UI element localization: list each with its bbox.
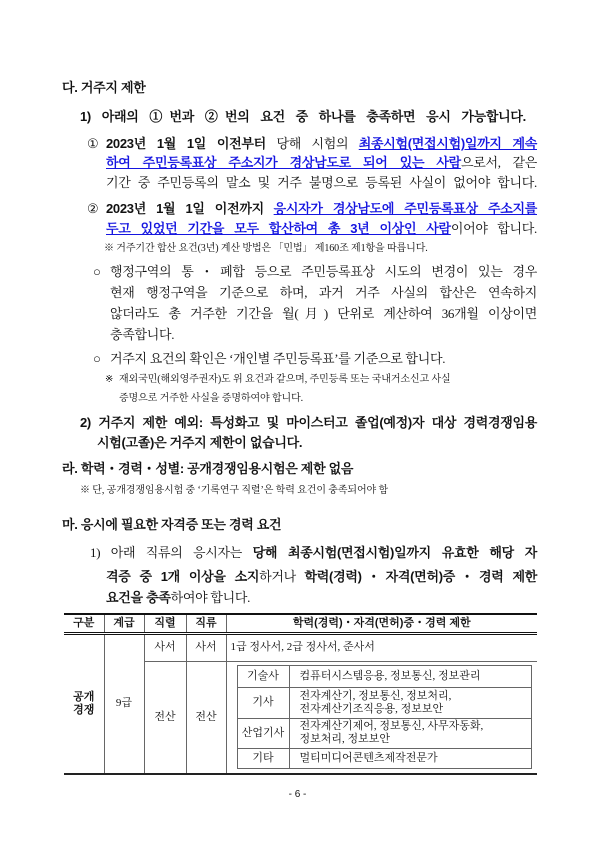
bullet-verify-marker: ○ bbox=[93, 351, 101, 366]
rule-1-title: 1) 아래의 ①번과 ②번의 요건 중 하나를 충족하면 응시 가능합니다. bbox=[80, 109, 526, 124]
license-rule-line-2 bbox=[106, 568, 537, 586]
certificate-line: 컴퓨터시스템응용, 정보통신, 정보관리 bbox=[299, 669, 481, 682]
note-education: ※ 단, 공개경쟁임용시험 중 ‘기록연구 직렬’은 학력 요건이 충족되어야 함 bbox=[80, 485, 389, 496]
requirement-cell: 1급 정사서, 2급 정사서, 준사서 bbox=[226, 633, 537, 661]
series-cell: 사서 bbox=[144, 633, 186, 661]
certificate-list bbox=[289, 665, 531, 687]
condition-1-highlight: 최종시험(면접시험)일까지 계속 bbox=[358, 136, 537, 151]
note-overseas-line-2: 증명으로 거주한 사실을 증명하여야 합니다. bbox=[119, 393, 304, 404]
certificate-row bbox=[237, 665, 531, 687]
license-rule-intro: 1) 아래 직류의 응시자는 bbox=[90, 545, 243, 560]
note-overseas-marker: ※ bbox=[105, 374, 114, 385]
certificate-list bbox=[289, 748, 531, 768]
condition-1-line-1 bbox=[106, 135, 537, 153]
class-cell: 사서 bbox=[186, 633, 226, 661]
certificate-line: 전자계산기, 정보통신, 정보처리, bbox=[299, 689, 452, 702]
condition-2-date: 2023년 1월 1일 이전까지 bbox=[106, 201, 264, 216]
certificate-table bbox=[237, 665, 532, 769]
header-series: 직렬 bbox=[144, 614, 186, 633]
category-line-1: 공개 bbox=[73, 690, 95, 703]
certificate-list bbox=[289, 718, 531, 748]
condition-2-highlight: 응시자가 경상남도에 주민등록표상 주소지를 bbox=[273, 201, 537, 216]
certificate-row bbox=[237, 687, 531, 718]
condition-2-highlight-cont: 두고 있었던 기간을 모두 합산하여 총 3년 이상인 사람 bbox=[106, 221, 451, 236]
header-class: 직류 bbox=[186, 614, 226, 633]
bullet-admin-marker: ○ bbox=[93, 264, 101, 279]
certificate-row bbox=[237, 748, 531, 768]
certificate-level: 기술사 bbox=[237, 665, 289, 687]
bullet-admin-line-2: 현재 행정구역을 기준으로 하며, 과거 거주 사실의 합산은 연속하지 bbox=[110, 285, 537, 300]
license-rule-bold-1: 당해 최종시험(면접시험)일까지 유효한 해당 자 bbox=[252, 545, 537, 560]
certificate-level: 기사 bbox=[237, 687, 289, 718]
bullet-verify-text: 거주지 요건의 확인은 ‘개인별 주민등록표’를 기준으로 합니다. bbox=[110, 351, 446, 366]
category-line-2: 경쟁 bbox=[73, 703, 95, 716]
grade-cell: 9급 bbox=[104, 633, 144, 774]
class-cell: 전산 bbox=[186, 661, 226, 774]
license-rule-bold-2: 격증 중 1개 이상을 소지 bbox=[106, 569, 260, 584]
note-overseas-line-1: 재외국민(해외영주권자)도 위 요건과 같으며, 주민등록 또는 국내거소신고 사실 bbox=[119, 374, 451, 385]
section-heading-license: 마. 응시에 필요한 자격증 또는 경력 요건 bbox=[62, 517, 282, 532]
certificate-line: 전자계산기조직응용, 정보보안 bbox=[299, 702, 444, 715]
condition-2-line-2 bbox=[106, 220, 537, 238]
certificate-cell bbox=[226, 661, 537, 774]
page-number: - 6 - bbox=[288, 789, 307, 800]
condition-1-line-3 bbox=[106, 174, 537, 192]
certificate-list bbox=[289, 687, 531, 718]
section-heading-education: 라. 학력・경력・성별: 공개경쟁임용시험은 제한 없음 bbox=[62, 461, 354, 476]
header-grade: 계급 bbox=[104, 614, 144, 633]
certificate-level: 기타 bbox=[237, 748, 289, 768]
condition-1-text-end: 기간 중 주민등록의 말소 및 거주 불명으로 등록된 사실이 없어야 합니다. bbox=[106, 175, 537, 190]
rule-2-line-2: 시험(고졸)은 거주지 제한이 없습니다. bbox=[97, 435, 303, 450]
certificate-level: 산업기사 bbox=[237, 718, 289, 748]
certificate-line: 멀티미디어콘텐츠제작전문가 bbox=[299, 751, 438, 764]
condition-1-line-2 bbox=[106, 154, 537, 172]
condition-1-highlight-cont: 하여 주민등록표상 주소지가 경상남도로 되어 있는 사람 bbox=[106, 155, 461, 170]
license-rule-line-3 bbox=[106, 589, 250, 607]
rule-2-line-1: 2) 거주지 제한 예외: 특성화고 및 마이스터고 졸업(예정)자 대상 경력경쟁임용 bbox=[80, 415, 537, 430]
bullet-admin-line-3: 않더라도 총 거주한 기간을 월(月) 단위로 계산하여 36개월 이상이면 bbox=[110, 306, 537, 321]
bullet-admin-line-1: 행정구역의 통・폐합 등으로 주민등록표상 시도의 변경이 있는 경우 bbox=[110, 264, 537, 279]
category-cell bbox=[64, 633, 104, 774]
license-rule-line-1 bbox=[90, 544, 537, 562]
certificate-wrapper bbox=[227, 662, 538, 773]
table-header-row bbox=[64, 614, 537, 633]
condition-2-marker: ② bbox=[87, 201, 99, 216]
header-requirement: 학력(경력)・자격(면허)증・경력 제한 bbox=[226, 614, 537, 633]
series-cell: 전산 bbox=[144, 661, 186, 774]
license-rule-or: 하거나 bbox=[259, 569, 296, 584]
condition-1-text-cont: 으로서, 같은 bbox=[460, 155, 537, 170]
license-rule-bold-4: 요건을 충족 bbox=[106, 590, 171, 605]
note-residence-period: ※ 거주기간 합산 요건(3년) 계산 방법은 「민법」 제160조 제1항을 따릅니다. bbox=[104, 243, 428, 254]
bullet-admin-line-4: 충족합니다. bbox=[110, 327, 175, 342]
condition-1-date: 2023년 1월 1일 이전부터 bbox=[106, 136, 266, 151]
certificate-line: 전자계산기제어, 정보통신, 사무자동화, bbox=[299, 720, 484, 732]
certificate-line: 정보처리, 정보보안 bbox=[299, 733, 391, 745]
certificate-row bbox=[237, 718, 531, 748]
license-rule-end: 하여야 합니다. bbox=[170, 590, 251, 605]
table-row bbox=[64, 633, 537, 661]
condition-2-line-1 bbox=[106, 200, 537, 218]
condition-2-text-end: 이어야 합니다. bbox=[450, 221, 538, 236]
condition-1-text: 당해 시험의 bbox=[276, 136, 349, 151]
requirements-table bbox=[64, 613, 537, 775]
section-heading-residence: 다. 거주지 제한 bbox=[62, 80, 146, 95]
license-rule-bold-3: 학력(경력)・자격(면허)증・경력 제한 bbox=[304, 569, 538, 584]
condition-1-marker: ① bbox=[87, 136, 99, 151]
header-category: 구분 bbox=[64, 614, 104, 633]
